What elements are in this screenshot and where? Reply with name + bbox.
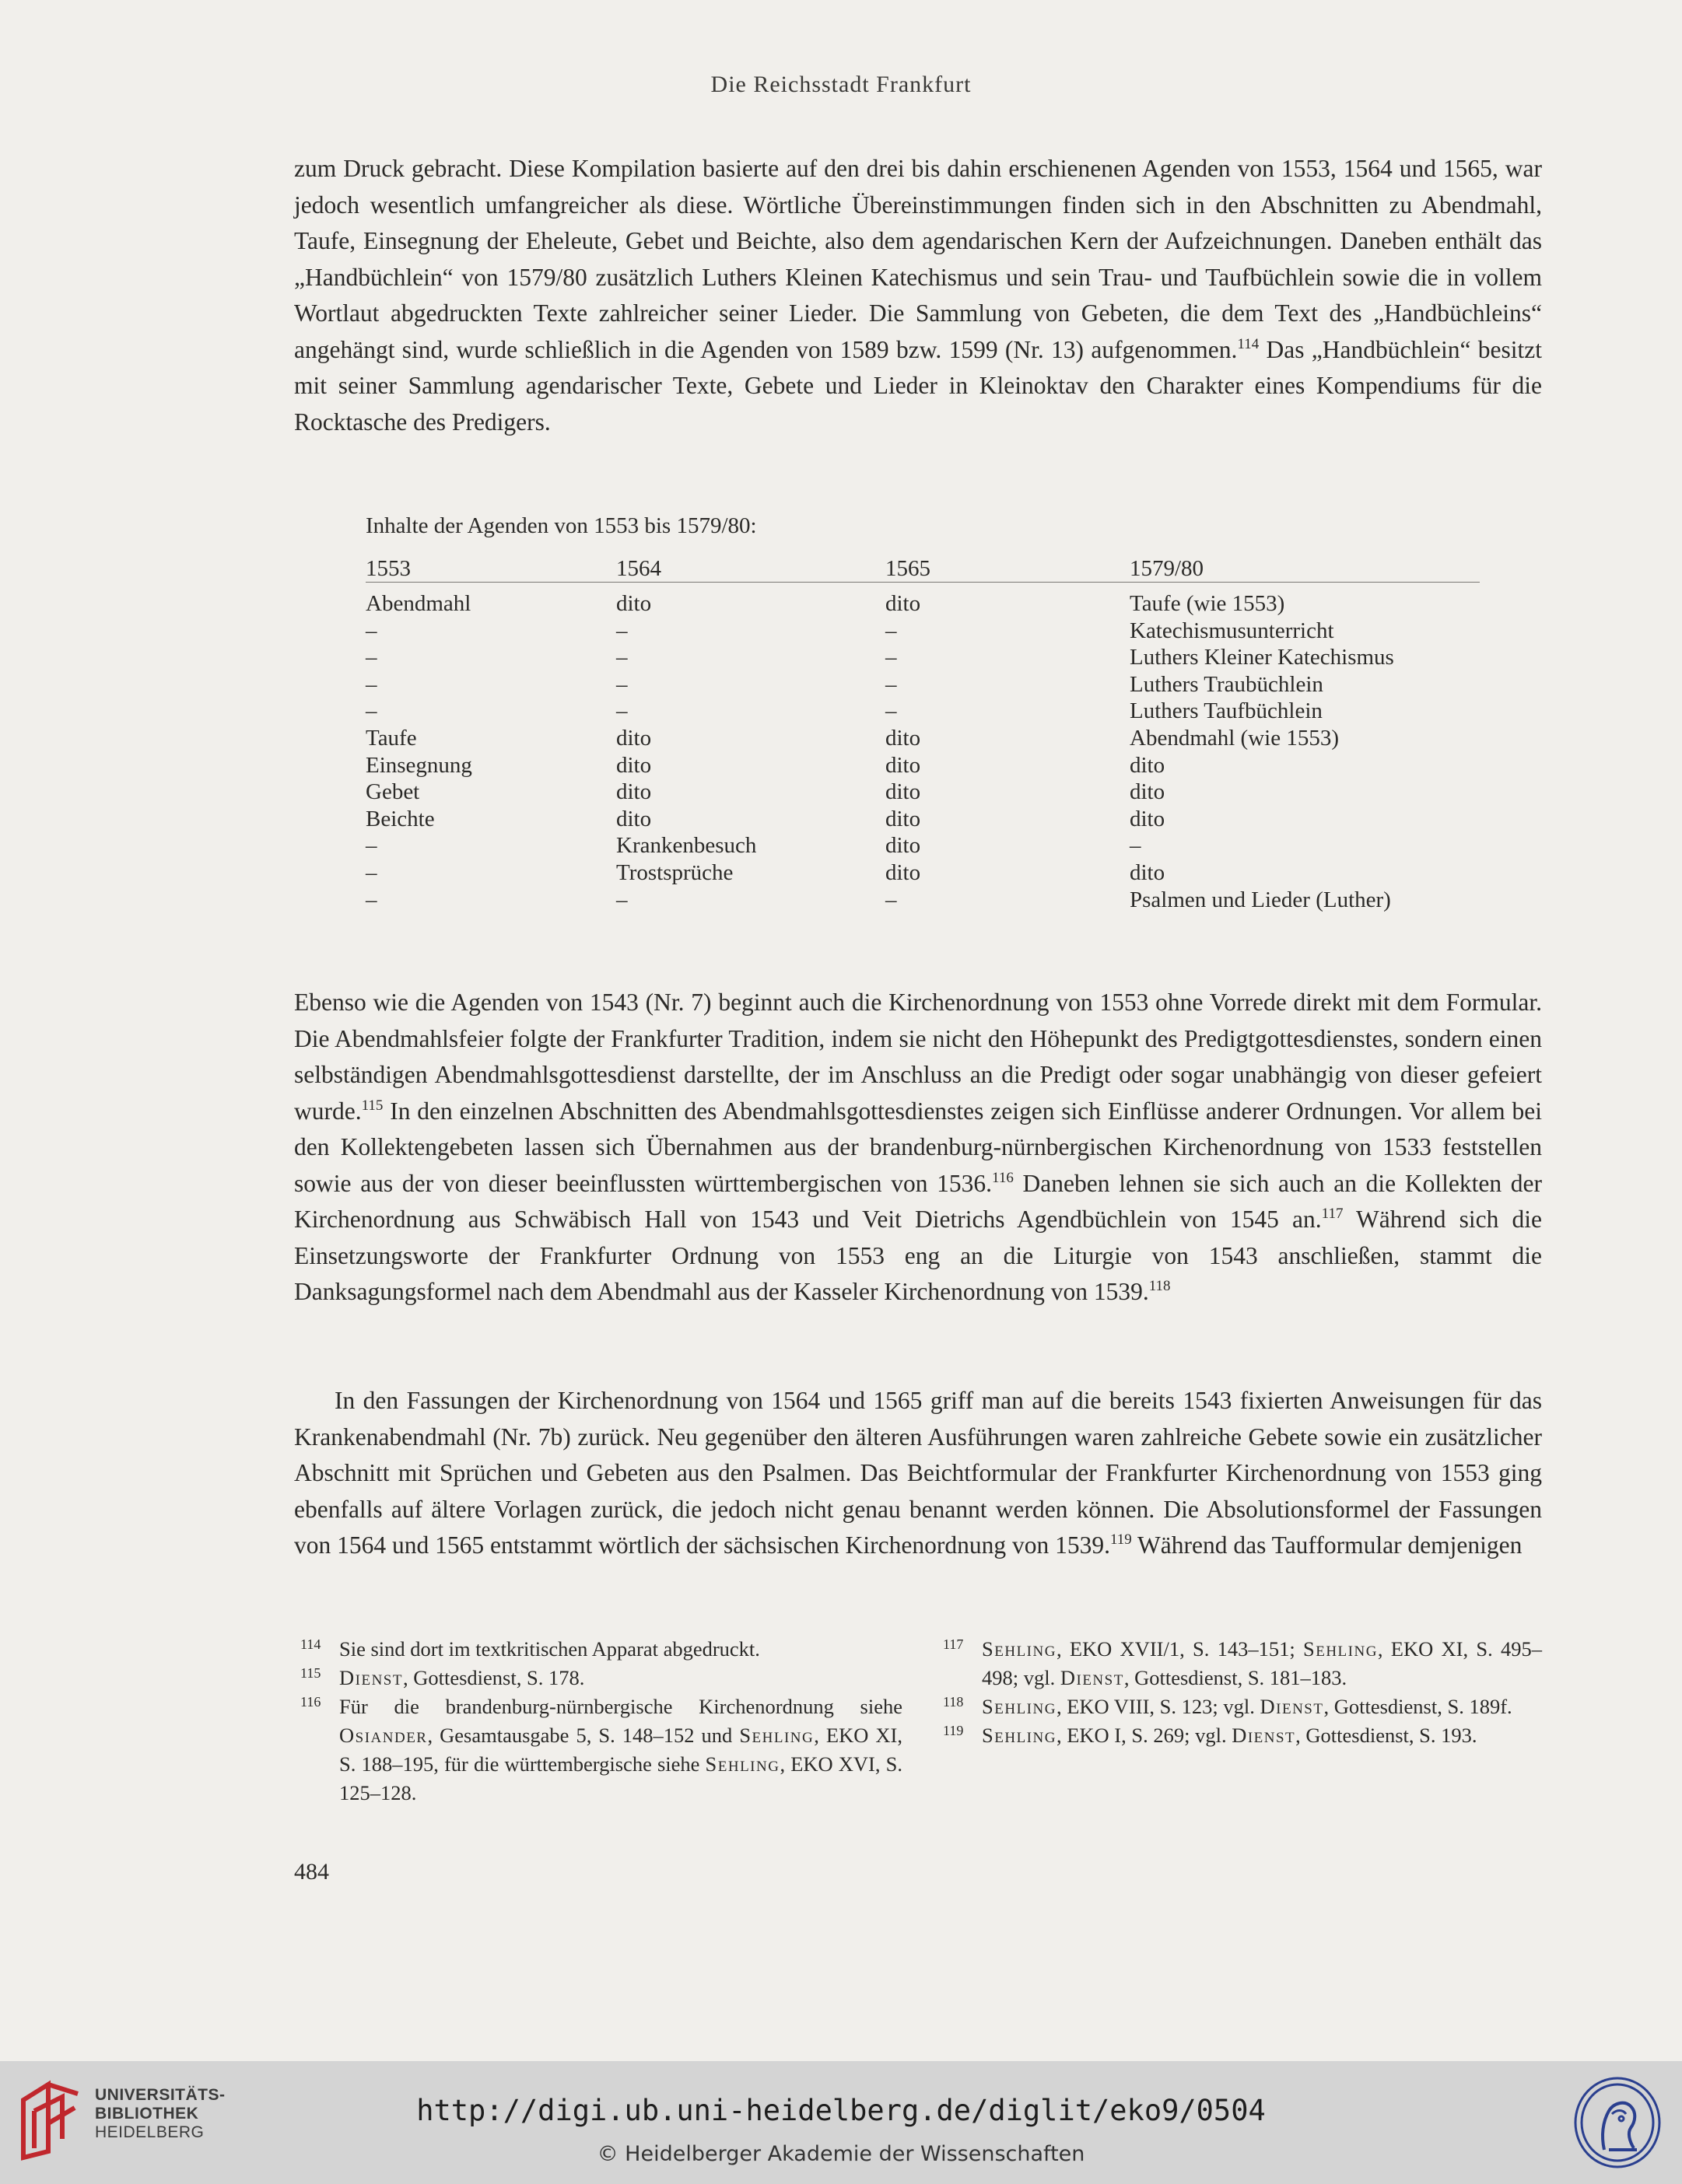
- footnote-117: 117 Sehling, EKO XVII/1, S. 143–151; Sehling, EKO XI, S. 495–498; vgl. Dienst, Gottesdienst, S. 181–183.: [943, 1636, 1542, 1689]
- table-row: [366, 583, 1480, 618]
- table-cell: Abendmahl: [366, 591, 471, 616]
- table-cell: Einsegnung: [366, 752, 472, 778]
- table-row: [366, 859, 1480, 887]
- footnote-ref[interactable]: 115: [361, 1097, 384, 1114]
- table-cell: –: [616, 645, 628, 670]
- table-cell: –: [616, 698, 628, 724]
- footnote-115: 115 Dienst, Gottesdienst, S. 178.: [300, 1665, 585, 1689]
- table-row: [366, 725, 1480, 752]
- table-cell: dito: [885, 725, 921, 751]
- table-cell: Luthers Kleiner Katechismus: [1130, 645, 1394, 670]
- table-cell: –: [885, 698, 897, 724]
- body-paragraph-1: [294, 151, 1542, 440]
- table-cell: Beichte: [366, 806, 435, 831]
- table-cell: dito: [885, 833, 921, 859]
- table-row: [366, 779, 1480, 806]
- column-header: 1579/80: [1130, 554, 1480, 583]
- body-paragraph-3: [294, 1383, 1542, 1564]
- table-cell: dito: [885, 859, 921, 885]
- footnote-118: 118 Sehling, EKO VIII, S. 123; vgl. Dienst, Gottesdienst, S. 189f.: [943, 1694, 1512, 1718]
- table-cell: dito: [616, 806, 652, 831]
- permalink-url[interactable]: http://digi.ub.uni-heidelberg.de/diglit/eko9/0504: [416, 2094, 1266, 2127]
- table-cell: dito: [616, 752, 652, 778]
- footnote-ref[interactable]: 114: [1237, 335, 1260, 352]
- table-cell: –: [366, 671, 377, 697]
- table-cell: –: [366, 618, 377, 643]
- table-row: [366, 698, 1480, 725]
- table-row: [366, 887, 1480, 914]
- table-cell: dito: [1130, 859, 1165, 885]
- paragraph-text: In den Fassungen der Kirchenordnung von 1564 und 1565 griff man auf die bereits 1543 fixierten Anweisungen für das Krankenabendmahl (Nr. 7b) zurück. Neu gegenüber den älteren Ausführungen waren zahlreiche Gebete sowie ein zusätzlicher Abschnitt mit Sprüchen und Gebeten aus den Psalmen. Das Beichtformular der Frankfurter Kirchenordnung von 1553 ging ebenfalls auf ältere Vorlagen zurück, die jedoch nicht genau benannt werden können. Die Absolutionsformel der Fassungen von 1564 und 1565 entstammt wörtlich der sächsischen Kirchenordnung von 1539.$^{119}$ Während das Taufformular demjenigen: [294, 1387, 1542, 1559]
- table-cell: Taufe: [366, 725, 417, 751]
- table-cell: Krankenbesuch: [616, 833, 757, 859]
- table-cell: dito: [1130, 806, 1165, 831]
- table-cell: Psalmen und Lieder (Luther): [1130, 887, 1391, 912]
- column-header: 1564: [616, 554, 885, 583]
- footnote-119: 119 Sehling, EKO I, S. 269; vgl. Dienst, Gottesdienst, S. 193.: [943, 1723, 1477, 1747]
- table-caption: Inhalte der Agenden von 1553 bis 1579/80:: [366, 513, 757, 538]
- table-cell: Abendmahl (wie 1553): [1130, 725, 1339, 751]
- table-cell: –: [366, 833, 377, 859]
- table-cell: –: [366, 887, 377, 912]
- table-cell: dito: [1130, 752, 1165, 778]
- table-cell: –: [616, 887, 628, 912]
- table-cell: –: [616, 618, 628, 643]
- table-cell: Gebet: [366, 779, 420, 805]
- table-cell: –: [885, 618, 897, 643]
- table-cell: dito: [885, 806, 921, 831]
- table-cell: Luthers Taufbüchlein: [1130, 698, 1323, 724]
- table-cell: Trostsprüche: [616, 859, 734, 885]
- table-cell: –: [366, 859, 377, 885]
- table-row: [366, 618, 1480, 645]
- column-header: 1553: [366, 554, 616, 583]
- table-cell: –: [885, 671, 897, 697]
- table-cell: dito: [616, 725, 652, 751]
- table-row: [366, 832, 1480, 859]
- page-number: 484: [294, 1859, 329, 1885]
- footnote-114: 114 Sie sind dort im textkritischen Apparat abgedruckt.: [300, 1636, 760, 1661]
- copyright-notice: © Heidelberger Akademie der Wissenschaften: [597, 2142, 1085, 2166]
- footnote-ref[interactable]: 119: [1109, 1531, 1132, 1548]
- table-row: [366, 644, 1480, 671]
- column-header: 1565: [885, 554, 1130, 583]
- academy-seal-icon[interactable]: [1572, 2075, 1663, 2170]
- table-cell: Katechismusunterricht: [1130, 618, 1334, 643]
- table-cell: –: [366, 645, 377, 670]
- table-cell: –: [885, 645, 897, 670]
- table-cell: dito: [885, 752, 921, 778]
- body-paragraph-2: [294, 985, 1542, 1311]
- footnote-116: 116 Für die brandenburg-nürnbergische Kirchenordnung siehe Osiander, Gesamtausgabe 5, S. 148–152 und Sehling, EKO XI, S. 188–195, für die württembergische siehe Sehling, EKO XVI, S. 125–128.: [300, 1694, 902, 1804]
- paragraph-text: Ebenso wie die Agenden von 1543 (Nr. 7) beginnt auch die Kirchenordnung von 1553 ohne Vorrede direkt mit dem Formular. Die Abendmahlsfeier folgte der Frankfurter Tradition, indem sie nicht den Höhepunkt des Predigtgottesdienstes, sondern einen selbständigen Abendmahlsgottesdienst darstellte, der im Anschluss an die Predigt oder sogar unabhängig von dieser gefeiert wurde.$^{115}$ In den einzelnen Abschnitten des Abendmahlsgottesdienstes zeigen sich Einflüsse anderer Ordnungen. Vor allem bei den Kollektengebeten lassen sich Übernahmen aus der brandenburg-nürnbergischen Kirchenordnung von 1533 feststellen sowie aus der von dieser beeinflussten württembergischen von 1536.$^{116}$ Daneben lehnen sie sich auch an die Kollekten der Kirchenordnung aus Schwäbisch Hall von 1543 und Veit Dietrichs Agendbüchlein von 1545 an.$^{117}$ Während sich die Einsetzungsworte der Frankfurter Ordnung von 1553 eng an die Liturgie von 1543 anschließen, stammt die Danksagungsformel nach dem Abendmahl aus der Kasseler Kirchenordnung von 1539.$^{118}$: [294, 989, 1542, 1305]
- table-cell: dito: [1130, 779, 1165, 805]
- table-cell: dito: [616, 779, 652, 805]
- table-cell: –: [1130, 833, 1141, 859]
- footnote-ref[interactable]: 116: [992, 1169, 1014, 1186]
- paragraph-text: zum Druck gebracht. Diese Kompilation basierte auf den drei bis dahin erschienenen Agenden von 1553, 1564 und 1565, war jedoch wesentlich umfangreicher als diese. Wörtliche Übereinstimmungen finden sich in den Abschnitten zu Abendmahl, Taufe, Einsegnung der Eheleute, Gebet und Beichte, also dem agendarischen Kern der Aufzeichnungen. Daneben enthält das „Handbüchlein“ von 1579/80 zusätzlich Luthers Kleinen Katechismus und sein Trau- und Taufbüchlein sowie die in vollem Wortlaut abgedruckten Texte zahlreicher seiner Lieder. Die Sammlung von Gebeten, die dem Text des „Handbüchleins“ angehängt sind, wurde schließlich in die Agenden von 1589 bzw. 1599 (Nr. 13) aufgenommen.$^{114}$ Das „Handbüchlein“ besitzt mit seiner Sammlung agendarischer Texte, Gebete und Lieder in Kleinoktav den Charakter eines Kompendiums für die Rocktasche des Predigers.: [294, 155, 1542, 436]
- footnotes-right-column: [943, 1635, 1542, 1750]
- table-row: [366, 806, 1480, 833]
- library-name[interactable]: UNIVERSITÄTS- BIBLIOTHEK HEIDELBERG: [95, 2086, 226, 2141]
- table-cell: Luthers Traubüchlein: [1130, 671, 1323, 697]
- table-cell: –: [366, 698, 377, 724]
- table-cell: Taufe (wie 1553): [1130, 591, 1285, 616]
- table-cell: dito: [885, 779, 921, 805]
- table-row: [366, 671, 1480, 698]
- viewer-footer-bar: [0, 2061, 1682, 2184]
- table-cell: –: [616, 671, 628, 697]
- footnotes-left-column: [300, 1635, 902, 1808]
- footnote-ref[interactable]: 117: [1321, 1206, 1344, 1222]
- table-cell: dito: [616, 591, 652, 616]
- table-cell: –: [885, 887, 897, 912]
- contents-table: [366, 554, 1480, 913]
- running-head: Die Reichsstadt Frankfurt: [710, 72, 972, 97]
- footnote-ref[interactable]: 118: [1148, 1278, 1171, 1294]
- contents-table-block: [366, 510, 1480, 913]
- table-row: [366, 752, 1480, 779]
- table-cell: dito: [885, 591, 921, 616]
- table-header-row: [366, 554, 1480, 583]
- table-body: [366, 583, 1480, 914]
